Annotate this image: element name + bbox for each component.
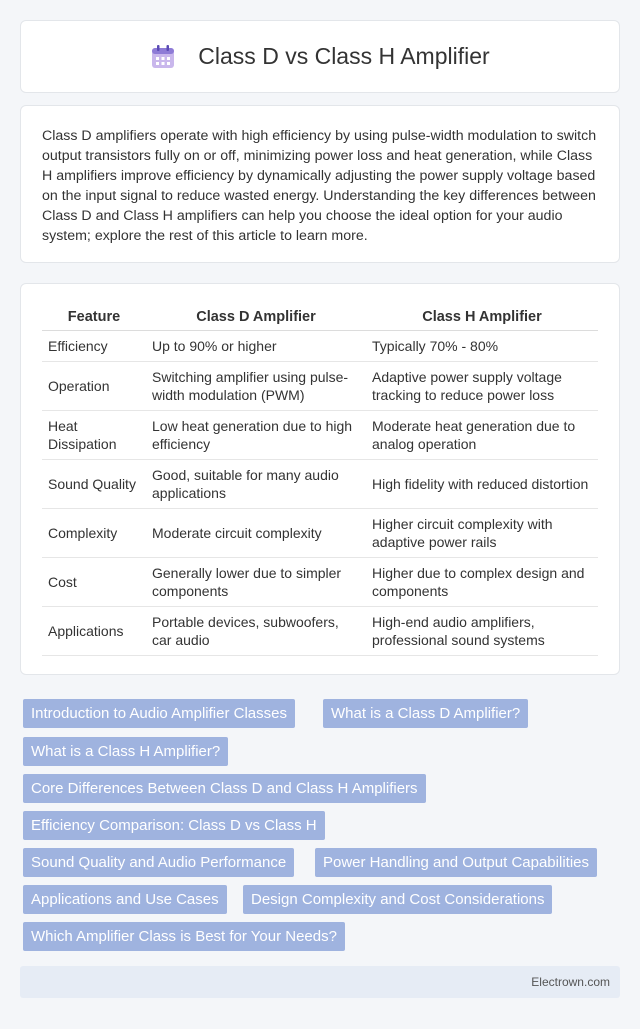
link-what-is-class-d[interactable]: What is a Class D Amplifier?	[323, 699, 528, 728]
class-h-cell: Typically 70% - 80%	[366, 330, 598, 361]
comparison-table-card	[20, 283, 620, 675]
header-class-d: Class D Amplifier	[146, 304, 366, 330]
link-intro-amplifier-classes[interactable]: Introduction to Audio Amplifier Classes	[23, 699, 295, 728]
link-applications[interactable]: Applications and Use Cases	[23, 885, 227, 914]
intro-card	[20, 105, 620, 263]
class-h-cell: High fidelity with reduced distortion	[366, 459, 598, 508]
link-best-class[interactable]: Which Amplifier Class is Best for Your Needs?	[23, 922, 345, 951]
class-d-cell: Generally lower due to simpler components	[146, 557, 366, 606]
class-h-cell: Higher circuit complexity with adaptive power rails	[366, 508, 598, 557]
feature-cell: Heat Dissipation	[42, 410, 146, 459]
table-header-row	[42, 304, 598, 330]
feature-cell: Applications	[42, 606, 146, 655]
feature-cell: Efficiency	[42, 330, 146, 361]
link-sound-quality[interactable]: Sound Quality and Audio Performance	[23, 848, 294, 877]
link-what-is-class-h[interactable]: What is a Class H Amplifier?	[23, 737, 228, 766]
class-h-cell: Moderate heat generation due to analog operation	[366, 410, 598, 459]
table-row	[42, 606, 598, 655]
feature-cell: Complexity	[42, 508, 146, 557]
table-row	[42, 459, 598, 508]
table-row	[42, 557, 598, 606]
class-d-cell: Moderate circuit complexity	[146, 508, 366, 557]
footer-site-name[interactable]: Electrown.com	[531, 975, 610, 989]
class-h-cell: Adaptive power supply voltage tracking to reduce power loss	[366, 361, 598, 410]
header-class-h: Class H Amplifier	[366, 304, 598, 330]
footer	[20, 966, 620, 998]
link-power-handling[interactable]: Power Handling and Output Capabilities	[315, 848, 597, 877]
link-design-complexity[interactable]: Design Complexity and Cost Considerations	[243, 885, 552, 914]
comparison-table	[42, 304, 598, 656]
link-efficiency-comparison[interactable]: Efficiency Comparison: Class D vs Class H	[23, 811, 325, 840]
table-row	[42, 508, 598, 557]
feature-cell: Sound Quality	[42, 459, 146, 508]
header-feature: Feature	[42, 304, 146, 330]
class-h-cell: Higher due to complex design and components	[366, 557, 598, 606]
table-row	[42, 330, 598, 361]
feature-cell: Operation	[42, 361, 146, 410]
class-d-cell: Up to 90% or higher	[146, 330, 366, 361]
intro-text: Class D amplifiers operate with high efficiency by using pulse-width modulation to switch output transistors fully on or off, minimizing power loss and heat generation, while Class H amplifiers improve efficiency by dynamically adjusting the power supply voltage based on the input signal to reduce wasted energy. Understanding the key differences between Class D and Class H amplifiers can help you choose the ideal option for your audio system; explore the rest of this article to learn more.	[42, 128, 597, 244]
link-core-differences[interactable]: Core Differences Between Class D and Class H Amplifiers	[23, 774, 426, 803]
class-d-cell: Good, suitable for many audio applications	[146, 459, 366, 508]
class-d-cell: Switching amplifier using pulse-width modulation (PWM)	[146, 361, 366, 410]
class-h-cell: High-end audio amplifiers, professional sound systems	[366, 606, 598, 655]
page-title: Class D vs Class H Amplifier	[198, 43, 490, 69]
title-card	[20, 20, 620, 93]
table-row	[42, 410, 598, 459]
class-d-cell: Portable devices, subwoofers, car audio	[146, 606, 366, 655]
class-d-cell: Low heat generation due to high efficiency	[146, 410, 366, 459]
table-row	[42, 361, 598, 410]
calendar-icon	[150, 44, 176, 70]
feature-cell: Cost	[42, 557, 146, 606]
